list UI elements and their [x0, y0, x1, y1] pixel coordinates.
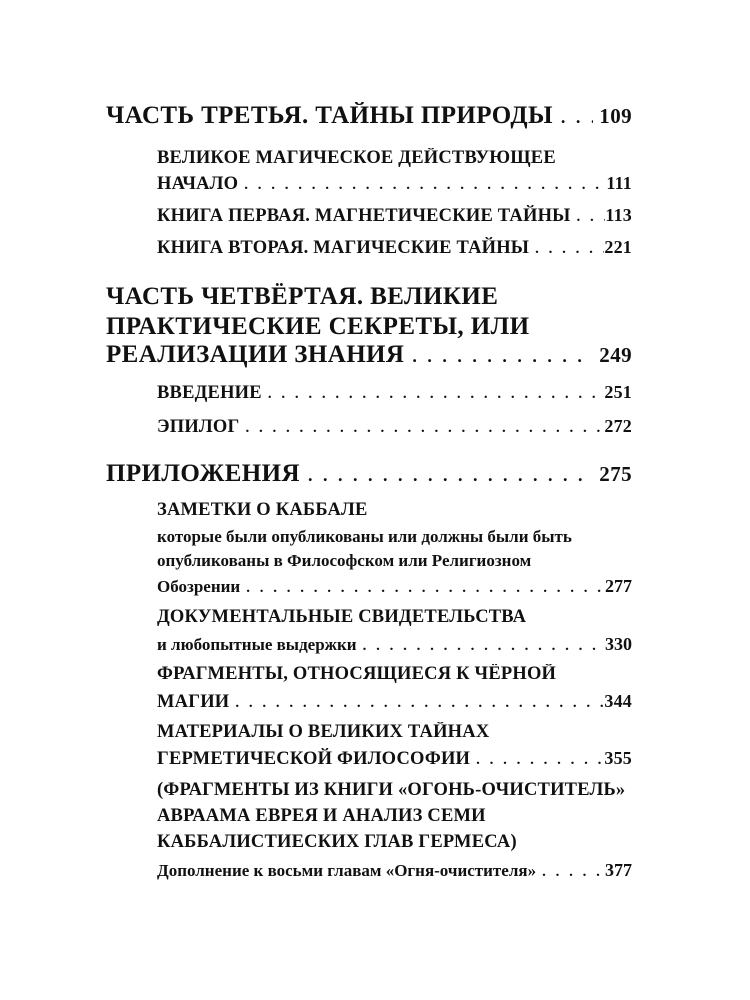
entry-page: 272 — [604, 416, 632, 436]
part-four-title: ЧАСТЬ ЧЕТВЁРТАЯ. ВЕЛИКИЕ — [106, 283, 499, 310]
entry-subtitle: опубликованы в Философском или Религиозном — [157, 551, 532, 570]
toc-part-four-line2 — [106, 313, 632, 341]
appendices-title: ПРИЛОЖЕНИЯ — [106, 460, 300, 487]
toc-entry-fragments-line2 — [157, 806, 632, 827]
toc-entry-agent-line1 — [157, 148, 632, 169]
toc-entry-kabbalah-line2 — [157, 527, 632, 547]
toc-entry-kabbalah-line1 — [157, 500, 632, 521]
toc-entry-hermetic — [157, 748, 632, 770]
entry-title: КНИГА ВТОРАЯ. МАГИЧЕСКИЕ ТАЙНЫ — [157, 238, 530, 258]
dot-leader — [300, 465, 593, 486]
entry-title: ГЕРМЕТИЧЕСКОЙ ФИЛОСОФИИ — [157, 749, 471, 769]
entry-title: ВВЕДЕНИЕ — [157, 383, 262, 403]
dot-leader — [571, 209, 606, 226]
part-four-title: РЕАЛИЗАЦИИ ЗНАНИЯ — [106, 341, 405, 368]
toc-entry-black-magic-line1 — [157, 664, 632, 685]
toc-entry-fragments-line3 — [157, 832, 632, 853]
dot-leader — [529, 241, 604, 258]
dot-leader — [470, 752, 604, 769]
dot-leader — [404, 346, 593, 367]
entry-title: ЭПИЛОГ — [157, 417, 240, 437]
part-three-page: 109 — [599, 104, 632, 128]
entry-title: КАББАЛИСТИЕСКИХ ГЛАВ ГЕРМЕСА) — [157, 832, 517, 852]
toc-part-three — [106, 102, 632, 130]
dot-leader — [536, 864, 605, 881]
part-four-page: 249 — [599, 343, 632, 367]
entry-page: 277 — [605, 576, 632, 596]
toc-part-four-line1 — [106, 283, 632, 311]
entry-page: 251 — [604, 382, 632, 402]
entry-page: 111 — [606, 173, 632, 193]
dot-leader — [553, 107, 593, 128]
part-three-title: ЧАСТЬ ТРЕТЬЯ. ТАЙНЫ ПРИРОДЫ — [106, 102, 553, 129]
toc-entry-supplement — [157, 860, 632, 881]
entry-title: Дополнение к восьми главам «Огня-очистителя» — [157, 861, 537, 880]
toc-entry-book-one — [157, 205, 632, 227]
entry-page: 330 — [605, 634, 632, 654]
dot-leader — [239, 420, 604, 437]
dot-leader — [357, 638, 605, 655]
entry-title: МАГИИ — [157, 692, 230, 712]
toc-entry-fragments-line1 — [157, 780, 632, 801]
entry-title: ЗАМЕТКИ О КАББАЛЕ — [157, 500, 368, 520]
toc-entry-hermetic-line1 — [157, 722, 632, 743]
toc-entry-black-magic — [157, 691, 632, 713]
entry-title: КНИГА ПЕРВАЯ. МАГНЕТИЧЕСКИЕ ТАЙНЫ — [157, 206, 571, 226]
dot-leader — [238, 177, 606, 194]
entry-subtitle: Обозрении — [157, 577, 241, 596]
entry-title: (ФРАГМЕНТЫ ИЗ КНИГИ «ОГОНЬ-ОЧИСТИТЕЛЬ» — [157, 780, 626, 800]
dot-leader — [229, 695, 604, 712]
toc-entry-documents — [157, 634, 632, 655]
entry-title: ДОКУМЕНТАЛЬНЫЕ СВИДЕТЕЛЬСТВА — [157, 607, 527, 627]
entry-page: 355 — [604, 748, 632, 768]
entry-subtitle: которые были опубликованы или должны были быть — [157, 527, 572, 546]
entry-title: АВРААМА ЕВРЕЯ И АНАЛИЗ СЕМИ — [157, 806, 486, 826]
toc-entry-epilogue — [157, 416, 632, 438]
entry-page: 221 — [604, 237, 632, 257]
toc-part-four — [106, 341, 632, 369]
appendices-page: 275 — [599, 462, 632, 486]
entry-subtitle: и любопытные выдержки — [157, 635, 357, 654]
toc-entry-documents-line1 — [157, 607, 632, 628]
dot-leader — [262, 386, 605, 403]
entry-title: МАТЕРИАЛЫ О ВЕЛИКИХ ТАЙНАХ — [157, 722, 490, 742]
toc-appendices — [106, 460, 632, 488]
entry-page: 113 — [605, 205, 632, 225]
toc-entry-introduction — [157, 382, 632, 404]
dot-leader — [240, 580, 605, 597]
entry-page: 344 — [604, 691, 632, 711]
entry-title: НАЧАЛО — [157, 174, 239, 194]
toc-entry-kabbalah-line3 — [157, 551, 632, 571]
entry-title: ВЕЛИКОЕ МАГИЧЕСКОЕ ДЕЙСТВУЮЩЕЕ — [157, 148, 556, 168]
toc-entry-kabbalah — [157, 576, 632, 597]
entry-page: 377 — [605, 860, 632, 880]
toc-entry-book-two — [157, 237, 632, 259]
entry-title: ФРАГМЕНТЫ, ОТНОСЯЩИЕСЯ К ЧЁРНОЙ — [157, 664, 557, 684]
toc-entry-agent — [157, 173, 632, 195]
part-four-title: ПРАКТИЧЕСКИЕ СЕКРЕТЫ, ИЛИ — [106, 313, 530, 340]
